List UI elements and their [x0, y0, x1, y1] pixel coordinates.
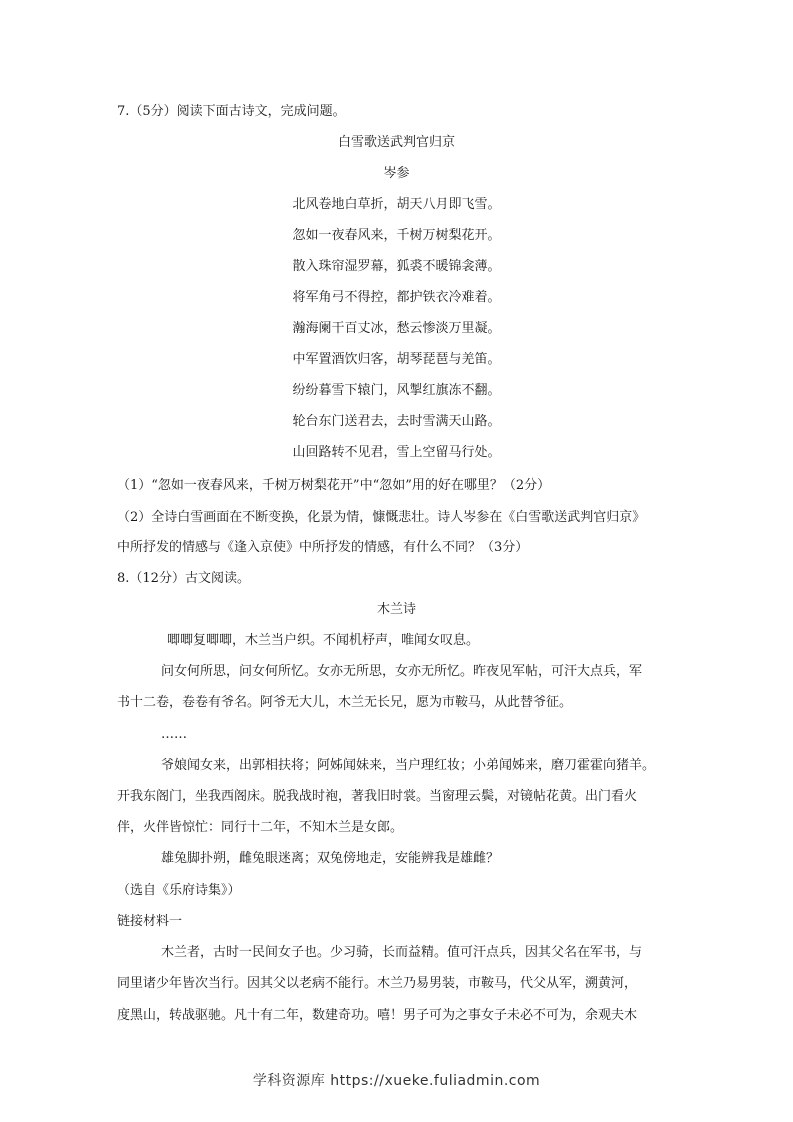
poem-line: 散入珠帘湿罗幕，狐裘不暖锦衾薄。 — [292, 259, 501, 274]
poem-line: 瀚海阑干百丈冰，愁云惨淡万里凝。 — [292, 321, 501, 336]
source-note: （选自《乐府诗集》） — [117, 883, 241, 898]
poem-line: 北风卷地白草折，胡天八月即飞雪。 — [292, 197, 501, 212]
sub-question-1: （1）“忽如一夜春风来，千树万树梨花开”中“忽如”用的好在哪里？（2分） — [117, 478, 551, 493]
footer-watermark: 学科资源库 https://xueke.fuliadmin.com — [252, 1073, 541, 1089]
text-title: 木兰诗 — [376, 602, 416, 617]
question-8-header: 8.（12分）古文阅读。 — [117, 571, 250, 586]
poem-line: 中军置酒饮归客，胡琴琵琶与羌笛。 — [292, 352, 501, 367]
paragraph-2-line-1: 问女何所思，问女何所忆。女亦无所思，女亦无所忆。昨夜见军帖，可汗大点兵，军 — [161, 664, 643, 679]
poem-author: 岑参 — [383, 166, 410, 181]
poem-line: 山回路转不见君，雪上空留马行处。 — [292, 445, 501, 460]
paragraph-4: 雄兔脚扑朔，雌兔眼迷离；双兔傍地走，安能辨我是雄雌？ — [161, 851, 500, 866]
poem-line: 将军角弓不得控，都护铁衣冷难着。 — [292, 290, 501, 305]
paragraph-1: 唧唧复唧唧，木兰当户织。不闻机杼声，唯闻女叹息。 — [167, 633, 480, 648]
poem-line: 轮台东门送君去，去时雪满天山路。 — [292, 414, 501, 429]
poem-title: 白雪歌送武判官归京 — [337, 135, 455, 150]
link-material-line-2: 同里诸少年皆次当行。因其父以老病不能行。木兰乃易男装，市鞍马，代父从军，溯黄河， — [117, 976, 638, 991]
poem-line: 忽如一夜春风来，千树万树梨花开。 — [292, 228, 501, 243]
ellipsis: …… — [161, 727, 187, 742]
paragraph-3-line-3: 伴，火伴皆惊忙：同行十二年，不知木兰是女郎。 — [117, 820, 404, 835]
poem-line: 纷纷暮雪下辕门，风掣红旗冻不翻。 — [292, 383, 501, 398]
link-material-line-1: 木兰者，古时一民间女子也。少习骑，长而益精。值可汗点兵，因其父名在军书，与 — [161, 945, 643, 960]
sub-question-2-line-1: （2）全诗白雪画面在不断变换，化景为情，慷慨悲壮。诗人岑参在《白雪歌送武判官归京》 — [117, 510, 646, 525]
paragraph-3-line-1: 爷娘闻女来，出郭相扶将；阿姊闻妹来，当户理红妆；小弟闻姊来，磨刀霍霍向猪羊。 — [161, 758, 656, 773]
link-material-line-3: 度黑山，转战驱驰。凡十有二年，数建奇功。嘻！男子可为之事女子未必不可为，余观夫木 — [117, 1008, 638, 1023]
paragraph-3-line-2: 开我东阁门，坐我西阁床。脱我战时袍，著我旧时裳。当窗理云鬓，对镜帖花黄。出门看火 — [117, 789, 638, 804]
link-material-title: 链接材料一 — [117, 914, 183, 929]
paragraph-2-line-2: 书十二卷，卷卷有爷名。阿爷无大儿，木兰无长兄，愿为市鞍马，从此替爷征。 — [117, 695, 573, 710]
sub-question-2-line-2: 中所抒发的情感与《逢入京使》中所抒发的情感，有什么不同？（3分） — [117, 540, 529, 555]
question-7-header: 7.（5分）阅读下面古诗文，完成问题。 — [117, 104, 346, 119]
